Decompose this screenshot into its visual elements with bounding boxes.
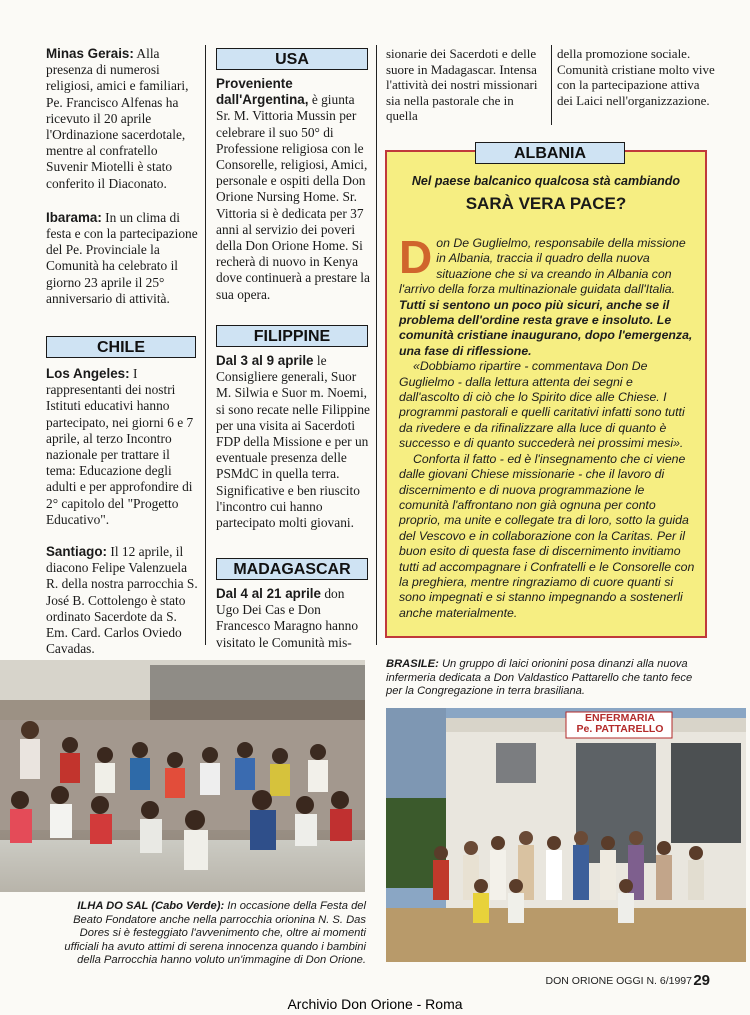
dropcap: D — [399, 231, 433, 283]
archive-credit: Archivio Don Orione - Roma — [287, 996, 463, 1012]
news-madagascar-end: della promozione sociale. Comunità cristiane molto vive con la partecipazione attiva dei Laici nell'organizzazione. — [557, 46, 715, 108]
column-brasil-news — [46, 46, 198, 321]
albania-feature-box — [385, 145, 707, 638]
news-los-angeles: Los Angeles: I rappresentanti dei nostri Istituti educativi hanno partecipato, nei giorni 6 e 7 aprile, al terzo Incontro nazionale per trattare il tema: Educazione degli adulti e per approfondire di 2° capitolo del "Progetto Educativo". — [46, 366, 194, 527]
column-rule — [376, 45, 377, 645]
column-rule — [551, 45, 552, 125]
news-filippine: Dal 3 al 9 aprile le Consigliere generali, Suor M. Silwia e Suor m. Noemi, si sono recate nelle Filippine per una visita ai Sacerdoti FDP della Missione e per un eventuale presenza delle PSMdC in quella terra. Significative e ben riuscito l'incontro cui hanno partecipato molti giovani. — [216, 353, 370, 531]
section-header-madagascar: MADAGASCAR — [216, 558, 368, 580]
albania-kicker: Nel paese balcanico qualcosa stà cambiando — [411, 174, 681, 188]
section-header-usa: USA — [216, 48, 368, 70]
news-usa: Proveniente dall'Argentina, è giunta Sr. M. Vittoria Mussin per celebrare il suo 50° di Professione religiosa con le Consorelle, religiosi, Amici, personale e ospiti della Don Orione Nursing Home. Sr. Vittoria si è dedicata per 37 anni al servizio dei poveri della Don Orione Home. Si recherà di nuovo in Kenya dove continuerà a prestare la sua opera. — [216, 76, 370, 302]
news-minas-gerais: Minas Gerais: Alla presenza di numerosi religiosi, amici e familiari, Pe. Francisco Alfenas ha ricevuto il 20 aprile l'Ordinazione sacerdotale, mentre al confratello Suvenir Miotelli è stato conferito il Diaconato. — [46, 46, 189, 191]
news-madagascar: Dal 4 al 21 aprile don Ugo Dei Cas e Don Francesco Maragno hanno visitato le Comunità mis- — [216, 586, 359, 650]
magazine-footer: DON ORIONE OGGI N. 6/1997 — [545, 975, 692, 987]
photo-ilha-do-sal-children — [0, 660, 365, 892]
section-header-filippine: FILIPPINE — [216, 325, 368, 347]
caption-brasile: BRASILE: Un gruppo di laici orionini posa dinanzi alla nuova infermeria dedicata a Don Valdastico Pattarello che tanto fece per la Congregazione in terra brasiliana. — [386, 658, 693, 698]
column-chile-news — [46, 366, 198, 671]
news-madagascar-continued: sionarie dei Sacerdoti e delle suore in Madagascar. Intensa l'attività dei nostri missionari sia nella pastorale che in quella — [386, 46, 538, 124]
albania-article-body: Don De Guglielmo, responsabile della missione in Albania, traccia il quadro della nuova situazione che si va creando in Albania con l'arrivo della forza multinazionale guidata dall'Italia. Tutti si sentono un poco più sicuri, anche se il problema dell'ordine resta grave e insoluto. Le comunità cristiane inaugurano, dopo l'emergenza, una fase di riflessione. «Dobbiamo ripartire - commentava Don De Guglielmo - dalla lettura attenta dei segni e dall'ascolto di ciò che lo Spirito dice alle Chiese. I programmi pastorali e quelli caritativi infatti sono tutti da rivedere e da rifinalizzare alla luce di quanto è successo e di quanto succederà nei prossimi mesi». Conforta il fatto - ed è l'insegnamento che ci viene dalle giovani Chiese missionarie - che il lavoro di discernimento e di nuova programmazione le comunità l'affrontano non già ognuna per conto proprio, ma unite e collegate tra di loro, sotto la guida del Vescovo e in collaborazione con la Caritas. Per il buon esito di questa fase di discernimento invitiamo tutti ad accompagnare i Confratelli e le Consorelle con la preghiera, mentre ringraziamo di cuore quanti si sono impegnati e si stanno impegnando a sostenerli anche materialmente. — [399, 231, 695, 620]
section-header-chile: CHILE — [46, 336, 196, 358]
caption-ilha-do-sal: ILHA DO SAL (Cabo Verde): In occasione della Festa del Beato Fondatore anche nella parrocchia orionina N. S. Das Dores si è festeggiato l'avvenimento che, oltre ai momenti ufficiali ha avuto attimi di serena innocenza quando i bambini della Parrocchia hanno voluto un'immagine di Don Orione. — [64, 900, 366, 967]
page-number: 29 — [693, 972, 710, 989]
news-ibarama: Ibarama: In un clima di festa e con la partecipazione del Pe. Provinciale la Comunità ha celebrato il giorno 23 aprile il 25° anniversario di attività. — [46, 209, 198, 306]
albania-title: SARÀ VERA PACE? — [465, 194, 627, 213]
photo-brasile-infirmary — [386, 708, 746, 962]
children-group-photo — [0, 660, 365, 892]
infirmary-sign: ENFERMARIA Pe. PATTARELLO — [576, 712, 664, 735]
section-header-albania: ALBANIA — [475, 142, 625, 164]
news-santiago: Santiago: Il 12 aprile, il diacono Felipe Valenzuela R. della nostra parrocchia S. José B. Cottolengo è stato ordinato Sacerdote da S. Em. Card. Carlos Oviedo Cavadas. — [46, 544, 198, 657]
column-rule — [205, 45, 206, 645]
